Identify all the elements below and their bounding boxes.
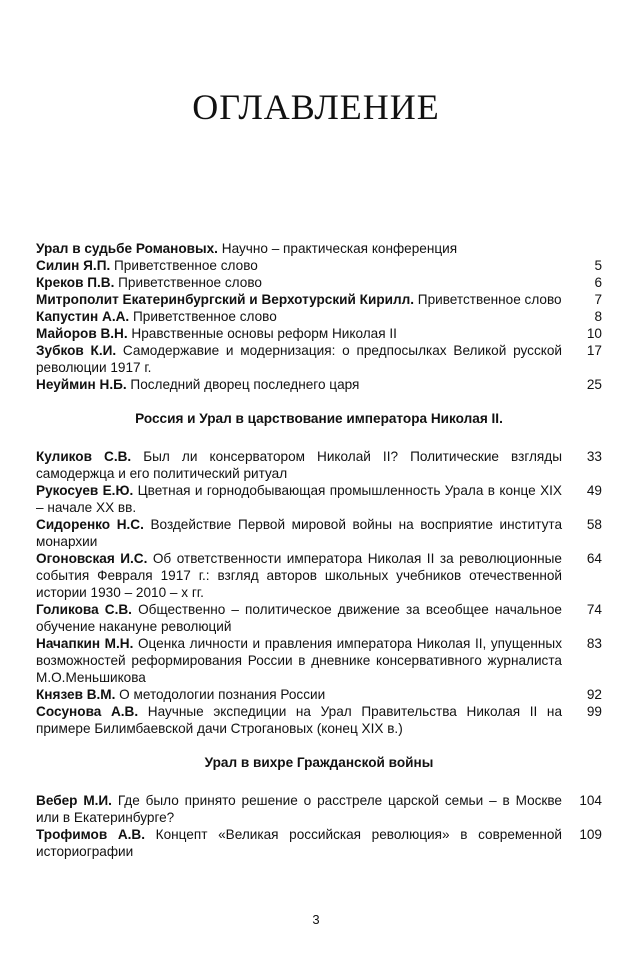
- toc-entry: [36, 635, 602, 686]
- toc-entry-title: Научные экспедиции на Урал Правительства Николая II на примере Билимбаевской дачи Строгановых (конец XIX в.): [36, 704, 562, 736]
- toc-group-bottom: [36, 792, 602, 860]
- toc-entry-page: 25: [586, 377, 602, 392]
- toc-entry-page: 83: [586, 636, 602, 651]
- toc-entry-title: Приветственное слово: [414, 292, 562, 307]
- toc-entry-page: 5: [594, 258, 602, 273]
- toc-entry-text: [36, 792, 576, 826]
- toc-entry-text: [36, 257, 576, 274]
- toc-entry-text: [36, 325, 576, 342]
- toc-entry-text: [36, 240, 576, 257]
- toc-entry-text: [36, 516, 576, 550]
- toc-entry-text: [36, 308, 576, 325]
- toc-entry-title: Концепт «Великая российская революция» в современной историографии: [36, 827, 563, 859]
- toc-entry-page: 92: [586, 687, 602, 702]
- page-number: 3: [312, 912, 320, 927]
- toc-entry-author: Трофимов А.В.: [36, 827, 146, 842]
- toc-entry-title: Нравственные основы реформ Николая II: [127, 326, 397, 341]
- toc-entry-text: [36, 482, 576, 516]
- toc-entry: [36, 601, 602, 635]
- toc-entry-text: [36, 448, 576, 482]
- toc-entry-author: Неуймин Н.Б.: [36, 377, 127, 392]
- toc-entry-text: [36, 601, 576, 635]
- toc-entry-text: [36, 550, 576, 601]
- toc-entry-page: 74: [586, 602, 602, 617]
- toc-group-top: [36, 240, 602, 393]
- toc-entry-text: [36, 635, 576, 686]
- toc-entry-title: Научно – практическая конференция: [217, 241, 458, 256]
- toc-entry-title: Самодержавие и модернизация: о предпосылках Великой русской революции 1917 г.: [36, 343, 562, 375]
- toc-entry-text: [36, 274, 576, 291]
- toc-entry-title: Где было принято решение о расстреле царской семьи – в Москве или в Екатеринбурге?: [36, 793, 562, 825]
- toc-entry-title: Оценка личности и правления императора Николая II, упущенных возможностей реформирования России в дневнике консервативного журналиста М.О.Меньшикова: [36, 636, 563, 685]
- toc-entry-page: 49: [586, 483, 602, 498]
- toc-entry: [36, 792, 602, 826]
- toc-entry-author: Креков П.В.: [36, 275, 115, 290]
- toc-entry-author: Сидоренко Н.С.: [36, 517, 144, 532]
- toc-entry: [36, 257, 602, 274]
- toc-entry-text: [36, 291, 576, 308]
- section-heading-russia-ural: Россия и Урал в царствование императора Николая II.: [135, 411, 503, 426]
- toc-entry: [36, 308, 602, 325]
- toc-entry-title: Цветная и горнодобывающая промышленность Урала в конце XIX – начале XX вв.: [36, 483, 562, 515]
- toc-entry: [36, 291, 602, 308]
- toc-entry: [36, 240, 602, 257]
- toc-entry: [36, 550, 602, 601]
- toc-entry-author: Урал в судьбе Романовых.: [36, 241, 218, 256]
- toc-entry: [36, 516, 602, 550]
- toc-entry-title: Воздействие Первой мировой войны на восприятие института монархии: [36, 517, 563, 549]
- toc-entry-text: [36, 342, 576, 376]
- toc-entry-title: Об ответственности императора Николая II за революционные события Февраля 1917 г.: взгляд авторов школьных учебников отечественной истории 1930 – 2010 – х гг.: [36, 551, 562, 600]
- toc-entry-author: Князев В.М.: [36, 687, 116, 702]
- toc-entry-author: Силин Я.П.: [36, 258, 111, 273]
- toc-entry-text: [36, 703, 576, 737]
- toc-entry: [36, 826, 602, 860]
- toc-entry-author: Сосунова А.В.: [36, 704, 139, 719]
- toc-entry-title: Был ли консерватором Николай II? Политические взгляды самодержца и его политический ритуал: [36, 449, 562, 481]
- toc-entry-page: 109: [579, 827, 602, 842]
- toc-entry-text: [36, 686, 576, 703]
- toc-entry: [36, 482, 602, 516]
- toc-entry-page: 7: [594, 292, 602, 307]
- toc-entry: [36, 448, 602, 482]
- toc-entry-page: 99: [586, 704, 602, 719]
- toc-entry: [36, 325, 602, 342]
- toc-entry-title: Приветственное слово: [114, 275, 262, 290]
- toc-entry: [36, 703, 602, 737]
- section-heading-civil-war: Урал в вихре Гражданской войны: [204, 755, 434, 770]
- toc-entry-author: Куликов С.В.: [36, 449, 132, 464]
- toc-entry-author: Начапкин М.Н.: [36, 636, 134, 651]
- toc-entry-page: 33: [586, 449, 602, 464]
- toc-entry-page: 10: [586, 326, 602, 341]
- table-of-contents: [36, 240, 602, 860]
- toc-entry-author: Огоновская И.С.: [36, 551, 148, 566]
- toc-entry: [36, 686, 602, 703]
- toc-entry-author: Майоров В.Н.: [36, 326, 128, 341]
- toc-entry-page: 8: [594, 309, 602, 324]
- toc-entry-title: Последний дворец последнего царя: [126, 377, 360, 392]
- toc-entry-title: Приветственное слово: [110, 258, 258, 273]
- toc-entry-text: [36, 376, 576, 393]
- toc-entry-page: 58: [586, 517, 602, 532]
- toc-entry-title: Общественно – политическое движение за всеобщее начальное обучение накануне революций: [36, 602, 562, 634]
- toc-entry-author: Вебер М.И.: [36, 793, 112, 808]
- toc-entry-author: Капустин А.А.: [36, 309, 130, 324]
- toc-entry-text: [36, 826, 576, 860]
- toc-entry-page: 6: [594, 275, 602, 290]
- toc-entry-author: Митрополит Екатеринбургский и Верхотурский Кирилл.: [36, 292, 415, 307]
- toc-entry-title: О методологии познания России: [115, 687, 326, 702]
- toc-entry-page: 64: [586, 551, 602, 566]
- toc-entry-page: 104: [579, 793, 602, 808]
- toc-entry: [36, 376, 602, 393]
- toc-entry: [36, 274, 602, 291]
- toc-entry-author: Голикова С.В.: [36, 602, 132, 617]
- toc-entry-author: Рукосуев Е.Ю.: [36, 483, 134, 498]
- toc-entry-title: Приветственное слово: [129, 309, 277, 324]
- toc-group-middle: [36, 448, 602, 737]
- toc-entry-page: 17: [586, 343, 602, 358]
- page-title: ОГЛАВЛЕНИЕ: [192, 87, 440, 127]
- toc-entry-author: Зубков К.И.: [36, 343, 117, 358]
- toc-entry: [36, 342, 602, 376]
- toc-entry-page: [576, 240, 602, 257]
